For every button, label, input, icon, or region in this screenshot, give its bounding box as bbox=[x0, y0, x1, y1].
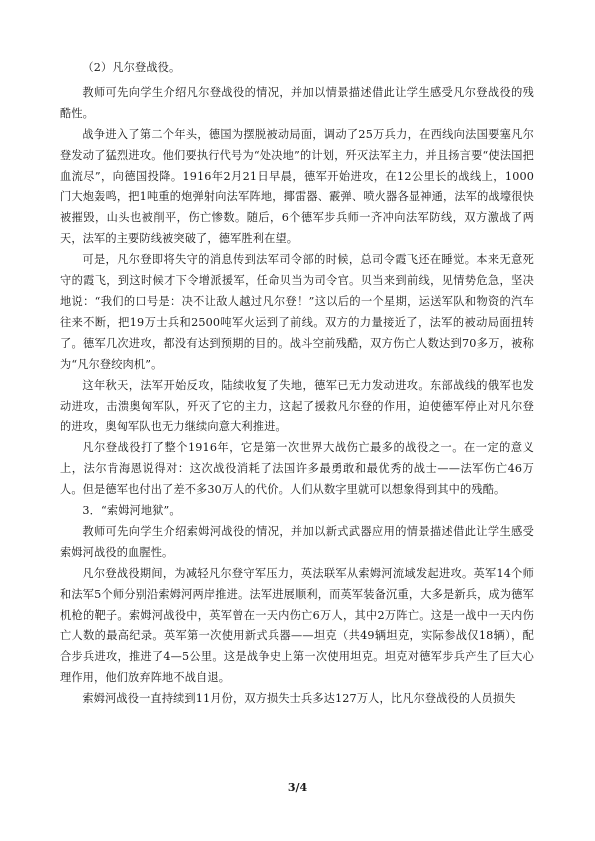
section-heading-verdun: （2）凡尔登战役。 bbox=[82, 61, 181, 74]
document-body bbox=[60, 58, 534, 710]
paragraph: 凡尔登战役打了整个1916年，它是第一次世界大战伤亡最多的战役之一。在一定的意义上，法尔肯海恩说得对：这次战役消耗了法国许多最勇敢和最优秀的战士——法军伤亡46万人。但是德军也付出了差不多30万人的代价。人们从数字里就可以想象得到其中的残酷。 bbox=[60, 441, 534, 497]
paragraph: 教师可先向学生介绍凡尔登战役的情况，并加以情景描述借此让学生感受凡尔登战役的残酷性。 bbox=[60, 85, 534, 120]
paragraph: 教师可先向学生介绍索姆河战役的情况，并加以新式武器应用的情景描述借此让学生感受索姆河战役的血腥性。 bbox=[60, 524, 534, 559]
paragraph: 索姆河战役一直持续到11月份，双方损失士兵多达127万人，比凡尔登战役的人员损失 bbox=[82, 692, 516, 706]
paragraph: 凡尔登战役期间，为减轻凡尔登守军压力，英法联军从索姆河流域发起进攻。英军14个师和法军5个师分别沿索姆河两岸推进。法军进展顺利，而英军装备沉重，大多是新兵，成为德军机枪的靶子。索姆河战役中，英军曾在一天内伤亡6万人，其中2万阵亡。这是一战中一天内伤亡人数的最高纪录。英军第一次使用新式兵器——坦克（共49辆坦克，实际参战仅18辆），配合步兵进攻，推进了4—5公里。这是战争史上第一次使用坦克。坦克对德军步兵产生了巨大心理作用，他们放弃阵地不战自退。 bbox=[60, 566, 534, 685]
paragraph: 战争进入了第二个年头，德国为摆脱被动局面，调动了25万兵力，在西线向法国要塞凡尔登发动了猛烈进攻。他们要执行代号为“处决地”的计划，歼灭法军主力，并且扬言要“使法国把血流尽”，向德国投降。1916年2月21日早晨，德军开始进攻，在12公里长的战线上，1000门大炮轰鸣，把1吨重的炮弹射向法军阵地，揶雷器、霰弹、喷火器各显神通，法军的战壕很快被摧毁，山头也被削平，伤亡惨数。随后，6个德军步兵师一齐冲向法军防线，双方激战了两天，法军的主要防线被突破了，德军胜利在望。 bbox=[60, 127, 534, 246]
page-number: 3/4 bbox=[287, 781, 308, 794]
section-heading-somme: 3．“索姆河地狱”。 bbox=[82, 504, 181, 518]
paragraph: 这年秋天，法军开始反攻，陆续收复了失地，德军已无力发动进攻。东部战线的俄军也发动进攻，击溃奥匈军队，歼灭了它的主力，这起了援救凡尔登的作用，迫使德军停止对凡尔登的进攻，奥匈军队也无力继续向意大利推进。 bbox=[60, 378, 534, 434]
paragraph: 可是，凡尔登即将失守的消息传到法军司令部的时候，总司令霞飞还在睡觉。本来无意死守的霞飞，到这时候才下令增派援军，任命贝当为司令官。贝当来到前线，见情势危急，坚决地说：“我们的口号是：决不让敌人越过凡尔登！”这以后的一个星期，运送军队和物资的汽车往来不断，把19万士兵和2500吨军火运到了前线。双方的力量接近了，法军的被动局面扭转了。德军几次进攻，都没有达到预期的目的。战斗空前残酷，双方伤亡人数达到70多万，被称为“凡尔登绞肉机”。 bbox=[60, 253, 534, 371]
